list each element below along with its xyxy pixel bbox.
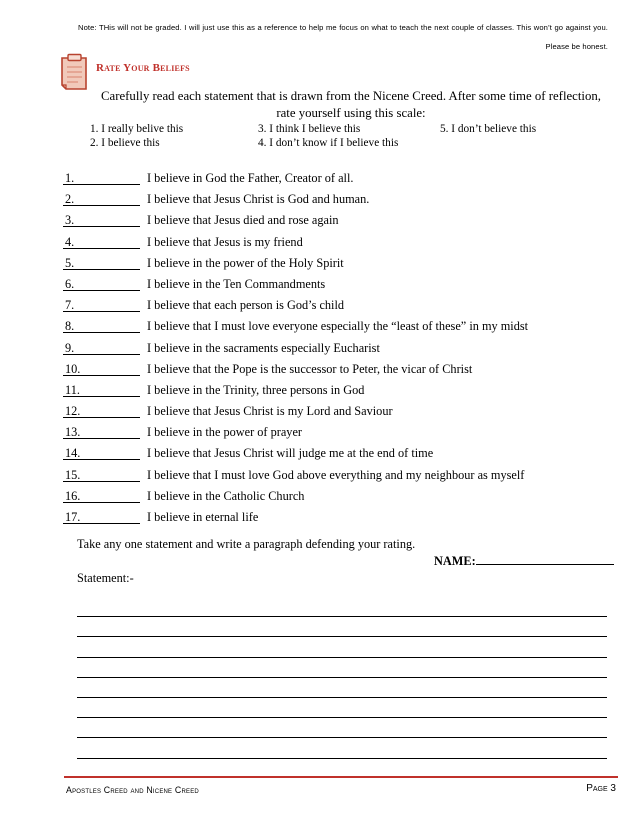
section-title: Rate Your Beliefs bbox=[96, 62, 190, 74]
statement-number: 9. bbox=[65, 340, 75, 355]
statement-number: 16. bbox=[65, 488, 81, 503]
statement-row bbox=[63, 380, 623, 401]
statement-text: I believe in eternal life bbox=[147, 510, 259, 524]
statement-number: 3. bbox=[65, 213, 75, 228]
statement-row bbox=[63, 486, 623, 507]
statement-row bbox=[63, 359, 623, 380]
statement-text: I believe in the Trinity, three persons in God bbox=[147, 382, 365, 397]
statement-row bbox=[63, 232, 623, 253]
statement-number: 11. bbox=[65, 382, 80, 397]
instructions: Carefully read each statement that is drawn from the Nicene Creed. After some time of reflection, rate yourself using this scale: bbox=[101, 89, 601, 120]
writing-line[interactable] bbox=[77, 698, 607, 718]
paragraph-prompt: Take any one statement and write a paragraph defending your rating. bbox=[77, 537, 416, 551]
scale-option: 3. I think I believe this bbox=[258, 123, 361, 135]
statement-number: 2. bbox=[65, 192, 75, 207]
statement-text: I believe that Jesus Christ will judge me at the end of time bbox=[147, 446, 434, 461]
scale-option: 5. I don’t believe this bbox=[440, 123, 537, 135]
statement-number: 10. bbox=[65, 361, 81, 376]
statement-text: I believe that each person is God’s child bbox=[147, 298, 345, 313]
notepad-icon bbox=[58, 52, 92, 92]
statement-text: I believe in the sacraments especially Eucharist bbox=[147, 340, 380, 355]
header-note: Note: THis will not be graded. I will just use this as a reference to help me focus on what to teach the next couple of classes. This won’t go against you. Please be honest. bbox=[78, 23, 608, 51]
statement-number: 7. bbox=[65, 298, 75, 313]
writing-line[interactable] bbox=[77, 637, 607, 657]
statement-text: I believe in the Ten Commandments bbox=[147, 276, 326, 291]
statement-number: 14. bbox=[65, 446, 81, 461]
statement-text: I believe in the power of prayer bbox=[147, 425, 303, 440]
statement-number: 5. bbox=[65, 255, 75, 270]
rating-blank[interactable] bbox=[63, 205, 140, 206]
name-blank[interactable] bbox=[476, 553, 614, 565]
statement-text: I believe that I must love everyone especially the “least of these” in my midst bbox=[147, 319, 529, 334]
statement-number: 13. bbox=[65, 425, 81, 440]
statement-row bbox=[63, 295, 623, 316]
statement-text: I believe that Jesus is my friend bbox=[147, 234, 303, 249]
statement-number: 8. bbox=[65, 319, 75, 334]
statement-text: I believe that Jesus Christ is my Lord and Saviour bbox=[147, 404, 393, 419]
writing-line[interactable] bbox=[77, 617, 607, 637]
writing-line[interactable] bbox=[77, 718, 607, 738]
page-number: Page 3 bbox=[586, 783, 616, 794]
scale-option: 2. I believe this bbox=[90, 137, 160, 149]
statement-row bbox=[63, 210, 623, 231]
statement-number: 1. bbox=[65, 171, 75, 185]
statement-row bbox=[63, 168, 623, 189]
rating-blank[interactable] bbox=[63, 269, 140, 270]
writing-line[interactable] bbox=[77, 597, 607, 617]
name-field[interactable] bbox=[434, 553, 614, 569]
statement-text: I believe in the Catholic Church bbox=[147, 488, 305, 503]
footer-title: Apostles Creed and Nicene Creed bbox=[66, 785, 199, 795]
statement-text: I believe that I must love God above everything and my neighbour as myself bbox=[147, 467, 525, 482]
statement-text: I believe that Jesus died and rose again bbox=[147, 213, 339, 228]
statement-row bbox=[63, 401, 623, 422]
statement-row bbox=[63, 253, 623, 274]
rating-blank[interactable] bbox=[63, 311, 140, 312]
statement-row bbox=[63, 443, 623, 464]
statement-row bbox=[63, 274, 623, 295]
statement-number: 17. bbox=[65, 510, 81, 524]
rating-blank[interactable] bbox=[63, 226, 140, 227]
statement-text: I believe that the Pope is the successor to Peter, the vicar of Christ bbox=[147, 361, 473, 376]
statement-text: I believe in God the Father, Creator of all. bbox=[147, 171, 354, 185]
writing-area[interactable] bbox=[77, 597, 607, 759]
statement-number: 4. bbox=[65, 234, 75, 249]
rating-blank[interactable] bbox=[63, 354, 140, 355]
writing-line[interactable] bbox=[77, 678, 607, 698]
footer-divider bbox=[64, 776, 618, 778]
statement-row bbox=[63, 338, 623, 359]
statement-number: 15. bbox=[65, 467, 81, 482]
name-label: NAME: bbox=[434, 554, 476, 568]
statement-row bbox=[63, 316, 623, 337]
statement-text: I believe in the power of the Holy Spirit bbox=[147, 255, 344, 270]
statement-number: 6. bbox=[65, 276, 75, 291]
rating-blank[interactable] bbox=[63, 332, 140, 333]
statement-row bbox=[63, 465, 623, 486]
writing-line[interactable] bbox=[77, 658, 607, 678]
statement-number: 12. bbox=[65, 404, 81, 419]
statement-text: I believe that Jesus Christ is God and human. bbox=[147, 192, 370, 207]
statement-label: Statement:- bbox=[77, 571, 134, 585]
rating-blank[interactable] bbox=[63, 248, 140, 249]
scale-option: 1. I really belive this bbox=[90, 123, 184, 135]
statement-row bbox=[63, 507, 623, 528]
rating-blank[interactable] bbox=[63, 184, 140, 185]
rating-blank[interactable] bbox=[63, 290, 140, 291]
belief-statements-list bbox=[63, 168, 623, 528]
statement-row bbox=[63, 422, 623, 443]
statement-row bbox=[63, 189, 623, 210]
writing-line[interactable] bbox=[77, 738, 607, 758]
scale-option: 4. I don’t know if I believe this bbox=[258, 137, 399, 149]
